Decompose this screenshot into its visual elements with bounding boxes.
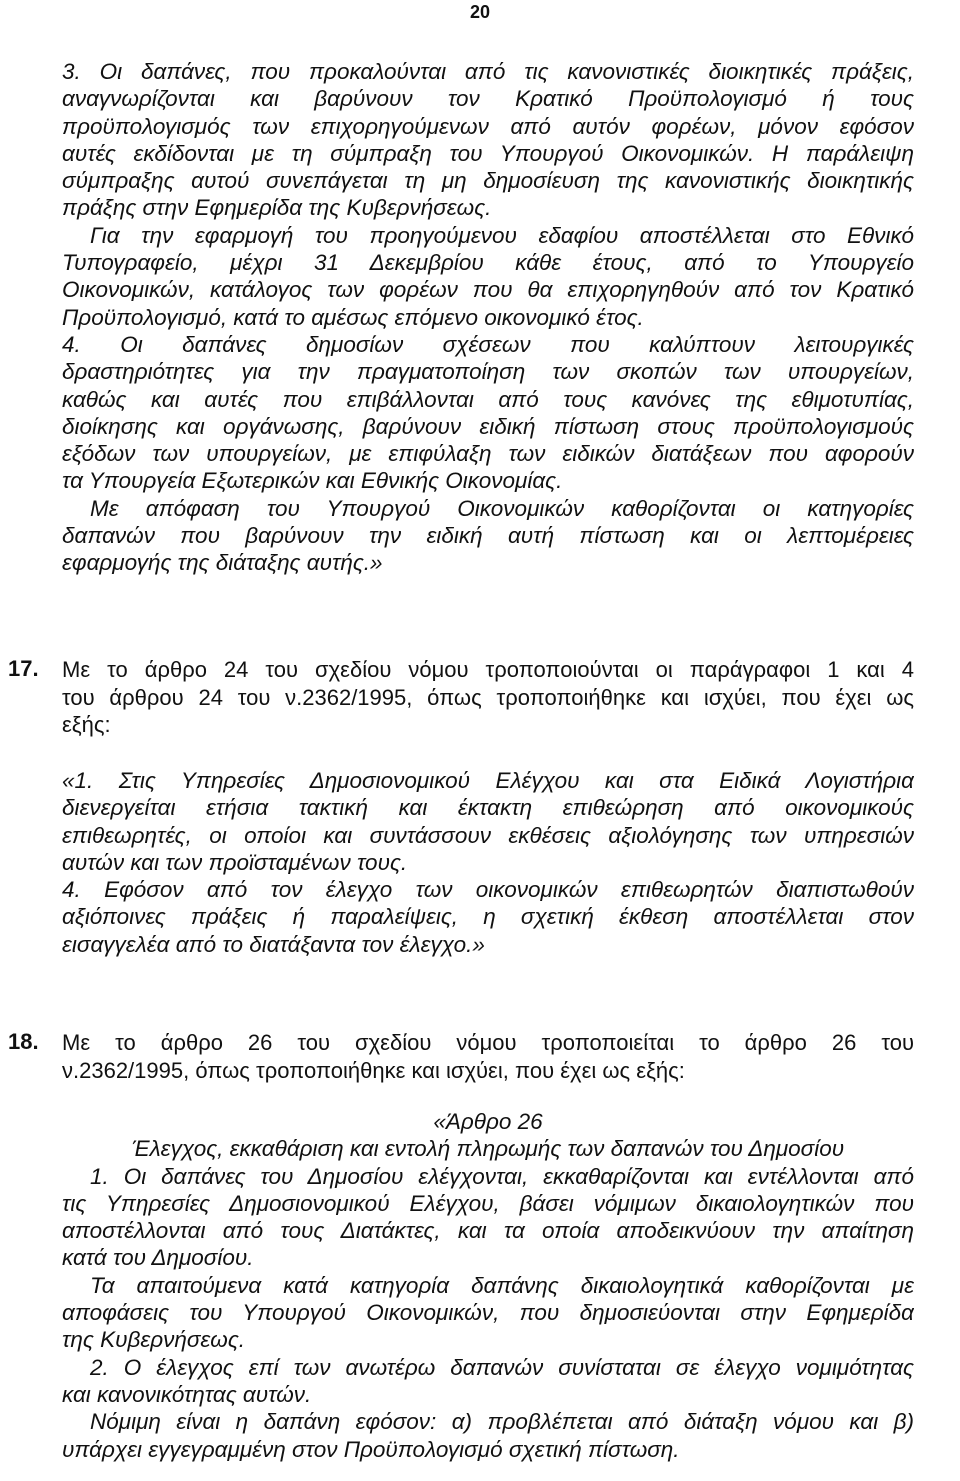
text-line: «1. Στις Υπηρεσίες Δημοσιονομικού Ελέγχου και στα Ειδικά Λογιστήρια <box>62 768 914 793</box>
text-line: εφαρμογής της διάταξης αυτής.» <box>62 550 383 576</box>
text-line: διοίκησης και οργάνωσης, βαρύνουν ειδική πίστωση στους προϋπολογισμούς <box>62 413 914 439</box>
article-26-body <box>62 1163 914 1463</box>
text-line: αποστέλλονται από τους Διατάκτες, και τα οποία αποδεικνύουν την απαίτηση <box>62 1218 914 1244</box>
text-line: αποφάσεις του Υπουργού Οικονομικών, που δημοσιεύονται στην Εφημερίδα <box>62 1300 914 1326</box>
text-line: προϋπολογισμός των επιχορηγούμενων από αυτόν φορέων, μόνον εφόσον <box>62 113 914 139</box>
text-line: τις Υπηρεσίες Δημοσιονομικού Ελέγχου, βάσει νόμιμων δικαιολογητικών που <box>62 1190 914 1216</box>
text-line: δραστηριότητες για την πραγματοποίηση των σκοπών των υπουργείων, <box>62 359 914 385</box>
text-line: πράξης στην Εφημερίδα της Κυβερνήσεως. <box>62 195 492 221</box>
text-line: 2. Ο έλεγχος επί των ανωτέρω δαπανών συνίσταται σε έλεγχο νομιμότητας <box>90 1354 914 1380</box>
text-line: εισαγγελέα από το διατάξαντα τον έλεγχο.» <box>62 931 485 957</box>
text-line: σύμπραξης αυτού συνεπάγεται τη μη δημοσίευση της κανονιστικής διοικητικής <box>62 168 914 194</box>
text-line: 4. Οι δαπάνες δημοσίων σχέσεων που καλύπτουν λειτουργικές <box>62 331 914 357</box>
text-line: Νόμιμη είναι η δαπάνη εφόσον: α) προβλέπεται από διάταξη νόμου και β) <box>90 1409 914 1435</box>
text-line: Τυπογραφείο, μέχρι 31 Δεκεμβρίου κάθε έτους, από το Υπουργείο <box>62 250 914 276</box>
text-line: Προϋπολογισμό, κατά το αμέσως επόμενο οικονομικό έτος. <box>62 304 644 330</box>
paragraph-block-3-4 <box>62 58 914 577</box>
text-line: και κανονικότητας αυτών. <box>62 1381 312 1407</box>
text-line: αναγνωρίζονται και βαρύνουν τον Κρατικό Προϋπολογισμό ή τους <box>62 86 914 112</box>
text-line: ν.2362/1995, όπως τροποποιήθηκε και ισχύει, που έχει ως εξής: <box>62 1057 685 1083</box>
quoted-amendment-17 <box>62 767 914 958</box>
text-line: επιθεωρητές, οι οποίοι και συντάσσουν εκθέσεις αξιολόγησης των υπηρεσιών <box>62 822 914 848</box>
text-line: κατά του Δημοσίου. <box>62 1245 254 1271</box>
text-line: δαπανών που βαρύνουν την ειδική αυτή πίστωση και οι λεπτομέρειες <box>62 523 914 549</box>
item-number: 17. <box>8 656 39 681</box>
text-line: Με απόφαση του Υπουργού Οικονομικών καθορίζονται οι κατηγορίες <box>90 495 914 521</box>
text-line: διενεργείται ετήσια τακτική και έκτακτη επιθεώρηση από οικονομικούς <box>62 795 914 821</box>
text-line: εξόδων των υπουργείων, με επιφύλαξη των ειδικών διατάξεων που αφορούν <box>62 441 914 467</box>
text-line: 4. Εφόσον από τον έλεγχο των οικονομικών επιθεωρητών διαπιστωθούν <box>62 877 914 903</box>
text-line: 1. Οι δαπάνες του Δημοσίου ελέγχονται, εκκαθαρίζονται και εντέλλονται από <box>90 1163 914 1189</box>
page-number: 20 <box>469 2 491 22</box>
text-line: Με το άρθρο 24 του σχεδίου νόμου τροποποιούνται οι παράγραφοι 1 και 4 <box>62 657 914 682</box>
article-subheading: Έλεγχος, εκκαθάριση και εντολή πληρωμής των δαπανών του Δημοσίου <box>131 1136 845 1162</box>
text-line: Οικονομικών, κατάλογος των φορέων που θα επιχορηγηθούν από τον Κρατικό <box>62 277 914 303</box>
text-line: υπάρχει εγγεγραμμένη στον Προϋπολογισμό σχετική πίστωση. <box>62 1436 680 1462</box>
text-line: αξιόποινες πράξεις ή παραλείψεις, η σχετική έκθεση αποστέλλεται στον <box>62 904 914 930</box>
text-line: του άρθρου 24 του ν.2362/1995, όπως τροποποιήθηκε και ισχύει, που έχει ως <box>62 684 914 710</box>
text-line: Με το άρθρο 26 του σχεδίου νόμου τροποποιείται το άρθρο 26 του <box>62 1030 914 1055</box>
text-line: της Κυβερνήσεως. <box>62 1327 246 1353</box>
article-26 <box>62 1108 914 1463</box>
text-line: Για την εφαρμογή του προηγούμενου εδαφίου αποστέλλεται στο Εθνικό <box>90 222 914 248</box>
item-18-text <box>62 1029 914 1084</box>
text-line: 3. Οι δαπάνες, που προκαλούνται από τις κανονιστικές διοικητικές πράξεις, <box>62 59 914 84</box>
text-line: καθώς και αυτές που επιβάλλονται από τους κανόνες της εθιμοτυπίας, <box>62 386 914 412</box>
text-line: Τα απαιτούμενα κατά κατηγορία δαπάνης δικαιολογητικά καθορίζονται με <box>90 1272 914 1298</box>
item-number: 18. <box>8 1029 39 1054</box>
text-line: τα Υπουργεία Εξωτερικών και Εθνικής Οικονομίας. <box>62 468 563 494</box>
item-17-text <box>62 656 914 739</box>
text-line: αυτών και των προϊσταμένων τους. <box>62 849 408 875</box>
article-heading: «Άρθρο 26 <box>433 1109 543 1134</box>
text-line: αυτές εκδίδονται με τη σύμπραξη του Υπουργού Οικονομικών. Η παράλειψη <box>62 140 914 166</box>
text-line: εξής: <box>62 712 111 738</box>
